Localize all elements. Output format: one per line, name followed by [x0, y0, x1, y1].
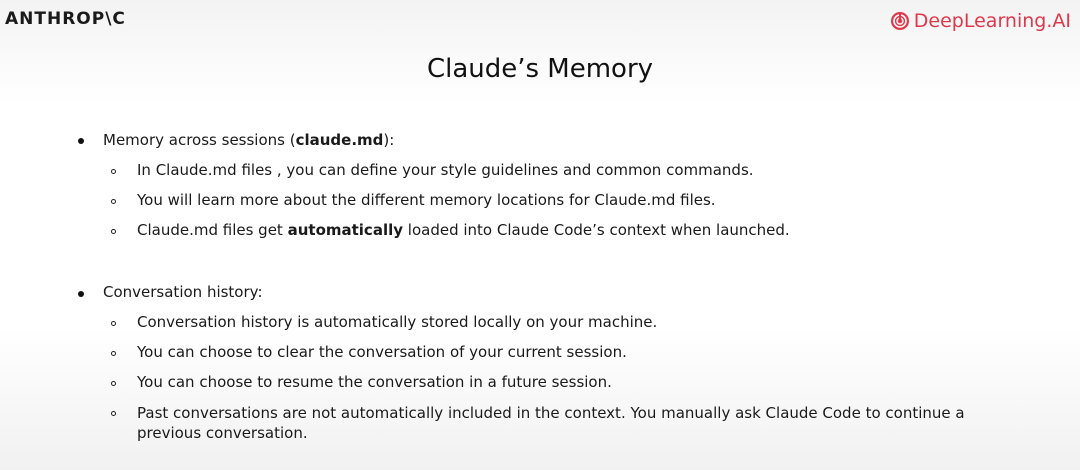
list-item-suffix: loaded into Claude Code’s context when launched.: [403, 221, 790, 239]
section-heading-suffix: ):: [383, 131, 395, 149]
deeplearning-ai-logo-icon: [890, 11, 910, 31]
list-item: You can choose to resume the conversation in a future session.: [137, 373, 612, 391]
anthropic-logo: ANTHROP\C: [5, 9, 126, 29]
list-item: Conversation history is automatically stored locally on your machine.: [137, 313, 658, 331]
list-item: In Claude.md files , you can define your style guidelines and common commands.: [137, 161, 754, 179]
deeplearning-ai-logo-text: DeepLearning.AI: [913, 10, 1071, 32]
bullet-circle: [111, 351, 116, 356]
bullet-circle: [111, 169, 116, 174]
bullet-circle: [111, 199, 116, 204]
bullet-circle: [111, 381, 116, 386]
list-item-bold: automatically: [287, 221, 404, 239]
section-heading-prefix: Memory across sessions (: [103, 131, 296, 149]
bullet-circle: [111, 321, 116, 326]
bullet-disc: [78, 138, 84, 144]
slide-title: Claude’s Memory: [426, 54, 654, 84]
list-item: You will learn more about the different memory locations for Claude.md files.: [137, 191, 716, 209]
section-heading: [103, 131, 394, 149]
deeplearning-ai-logo: [890, 10, 1071, 32]
section-heading-bold: claude.md: [295, 131, 384, 149]
list-item: You can choose to clear the conversation of your current session.: [137, 343, 627, 361]
section-heading: Conversation history:: [103, 283, 263, 301]
list-item-prefix: Claude.md files get: [137, 221, 288, 239]
bullet-circle: [111, 411, 116, 416]
bullet-disc: [78, 291, 84, 297]
list-item: [137, 221, 790, 239]
bullet-circle: [111, 229, 116, 234]
list-item: Past conversations are not automatically included in the context. You manually ask Claude Code to continue a previous conversation.: [137, 404, 965, 442]
